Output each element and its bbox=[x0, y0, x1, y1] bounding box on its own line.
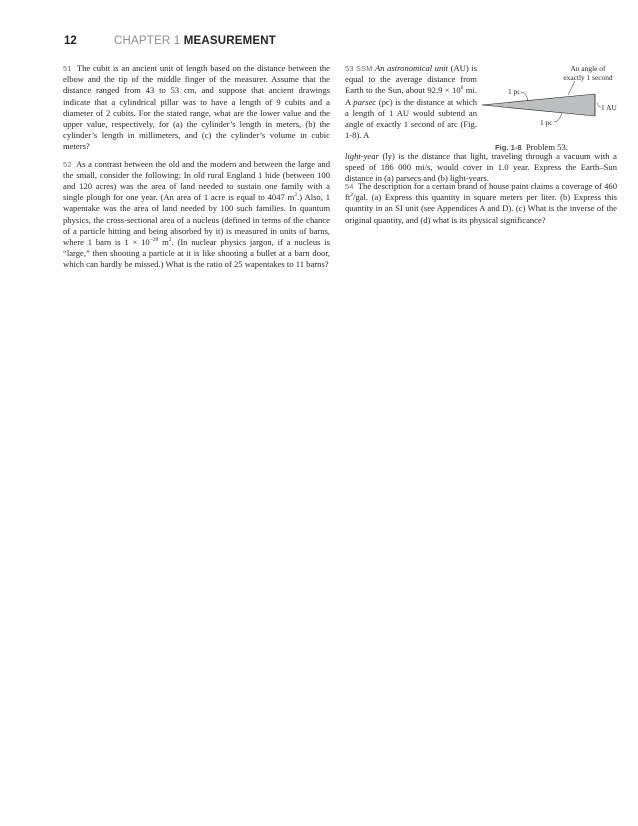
left-column bbox=[63, 63, 330, 277]
pc-label-bottom: 1 pc bbox=[540, 118, 553, 127]
problem-text: (pc) is the distance at which a length of 1 AU would subtend an angle of exactly 1 second of arc (Fig. 1-8). A bbox=[345, 96, 477, 141]
superscript: 2 bbox=[294, 192, 298, 199]
problem-number: 52 bbox=[63, 159, 72, 169]
superscript: −28 bbox=[149, 237, 159, 244]
figure-1-8-diagram bbox=[480, 61, 617, 141]
chapter-label: CHAPTER 1 bbox=[114, 35, 181, 47]
chapter-title bbox=[114, 35, 276, 47]
figure-caption-text: Problem 53. bbox=[525, 142, 568, 152]
problem-51 bbox=[63, 63, 330, 153]
problem-53-text-wrapped bbox=[345, 63, 477, 141]
pc-top-pointer bbox=[521, 92, 528, 101]
problem-text: (ly) is the distance that light, traveling through a vacuum with a speed of 186 000 mi/s, would cover in 1.0 year. Express the Earth–Sun distance in (a) parsecs and (b) light-years. bbox=[345, 151, 617, 184]
problem-text: m bbox=[158, 237, 169, 248]
figure-caption-label: Fig. 1-8 bbox=[495, 143, 522, 152]
problem-number: 53 bbox=[345, 64, 354, 73]
chapter-name: MEASUREMENT bbox=[183, 35, 277, 47]
term-light-year: light-year bbox=[345, 151, 379, 161]
term-parsec: parsec bbox=[353, 96, 377, 107]
page-number: 12 bbox=[64, 35, 77, 47]
problem-text: . (In nuclear physics jargon, if a nucleus is “large,” then shooting a particle at it is like shooting a bullet at a barn door, which can hardly be missed.) What is the ratio of 25 wapentakes to 11 barns? bbox=[63, 237, 330, 270]
angle-label-line1: An angle of bbox=[570, 64, 606, 73]
parallax-triangle bbox=[482, 94, 595, 116]
problem-53 bbox=[345, 63, 617, 184]
pc-bottom-pointer bbox=[554, 113, 562, 122]
term-astronomical-unit: An astronomical unit bbox=[375, 63, 449, 73]
problem-text: The description for a certain brand of house paint claims a coverage of 460 ft bbox=[345, 181, 617, 203]
problem-text: .) Also, 1 wapentake was the area of land needed by 100 such families. In quantum physics, the cross-sectional area of a nucleus (defined in terms of the chance of a particle hitting and being absorbed by it) is measured in units of barns, where 1 barn is 1 × 10 bbox=[63, 192, 331, 248]
right-column bbox=[345, 63, 617, 232]
problem-number: 54 bbox=[345, 182, 354, 191]
problem-text: /gal. (a) Express this quantity in square meters per liter. (b) Express this quantity in an SI unit (see Appendices A and D). (c) What is the inverse of the original quantity, and (d) what is its physical significance? bbox=[345, 192, 617, 225]
problem-number: 51 bbox=[63, 64, 72, 73]
superscript: 6 bbox=[460, 85, 464, 92]
problem-54 bbox=[345, 181, 617, 226]
angle-label-line2: exactly 1 second bbox=[563, 73, 613, 82]
problem-53-text-full bbox=[345, 151, 617, 185]
pc-label-top: 1 pc bbox=[508, 87, 521, 96]
problem-text: The cubit is an ancient unit of length based on the distance between the elbow and the tip of the middle finger of the measurer. Assume that the distance ranged from 43 to 53 cm, and suppose that ancient drawings indicate that a cylindrical pillar was to have a length of 9 cubits and a diameter of 2 cubits. For the stated range, what are the lower value and the upper value, respectively, for (a) the cylinder’s length in meters, (b) the cylinder’s length in millimeters, and (c) the cylinder’s volume in cubic meters? bbox=[63, 63, 330, 152]
problem-52 bbox=[63, 159, 330, 271]
superscript: 2 bbox=[350, 192, 353, 199]
problem-text: As a contrast between the old and the modern and between the large and the small, consider the following: In old rural England 1 hide (between 100 and 120 acres) was the area of land needed to sustain one family with a single plough for one year. (An area of 1 acre is equal to 4047 m bbox=[63, 158, 330, 203]
ssm-tag: SSM bbox=[356, 64, 373, 73]
problem-text: mi. A bbox=[345, 85, 477, 107]
page-header bbox=[64, 31, 276, 47]
angle-pointer-line bbox=[568, 81, 575, 95]
problem-text: (AU) is equal to the average distance from Earth to the Sun, about 92.9 × 10 bbox=[345, 63, 478, 96]
superscript: 2 bbox=[168, 237, 172, 244]
au-label: 1 AU bbox=[601, 103, 617, 112]
